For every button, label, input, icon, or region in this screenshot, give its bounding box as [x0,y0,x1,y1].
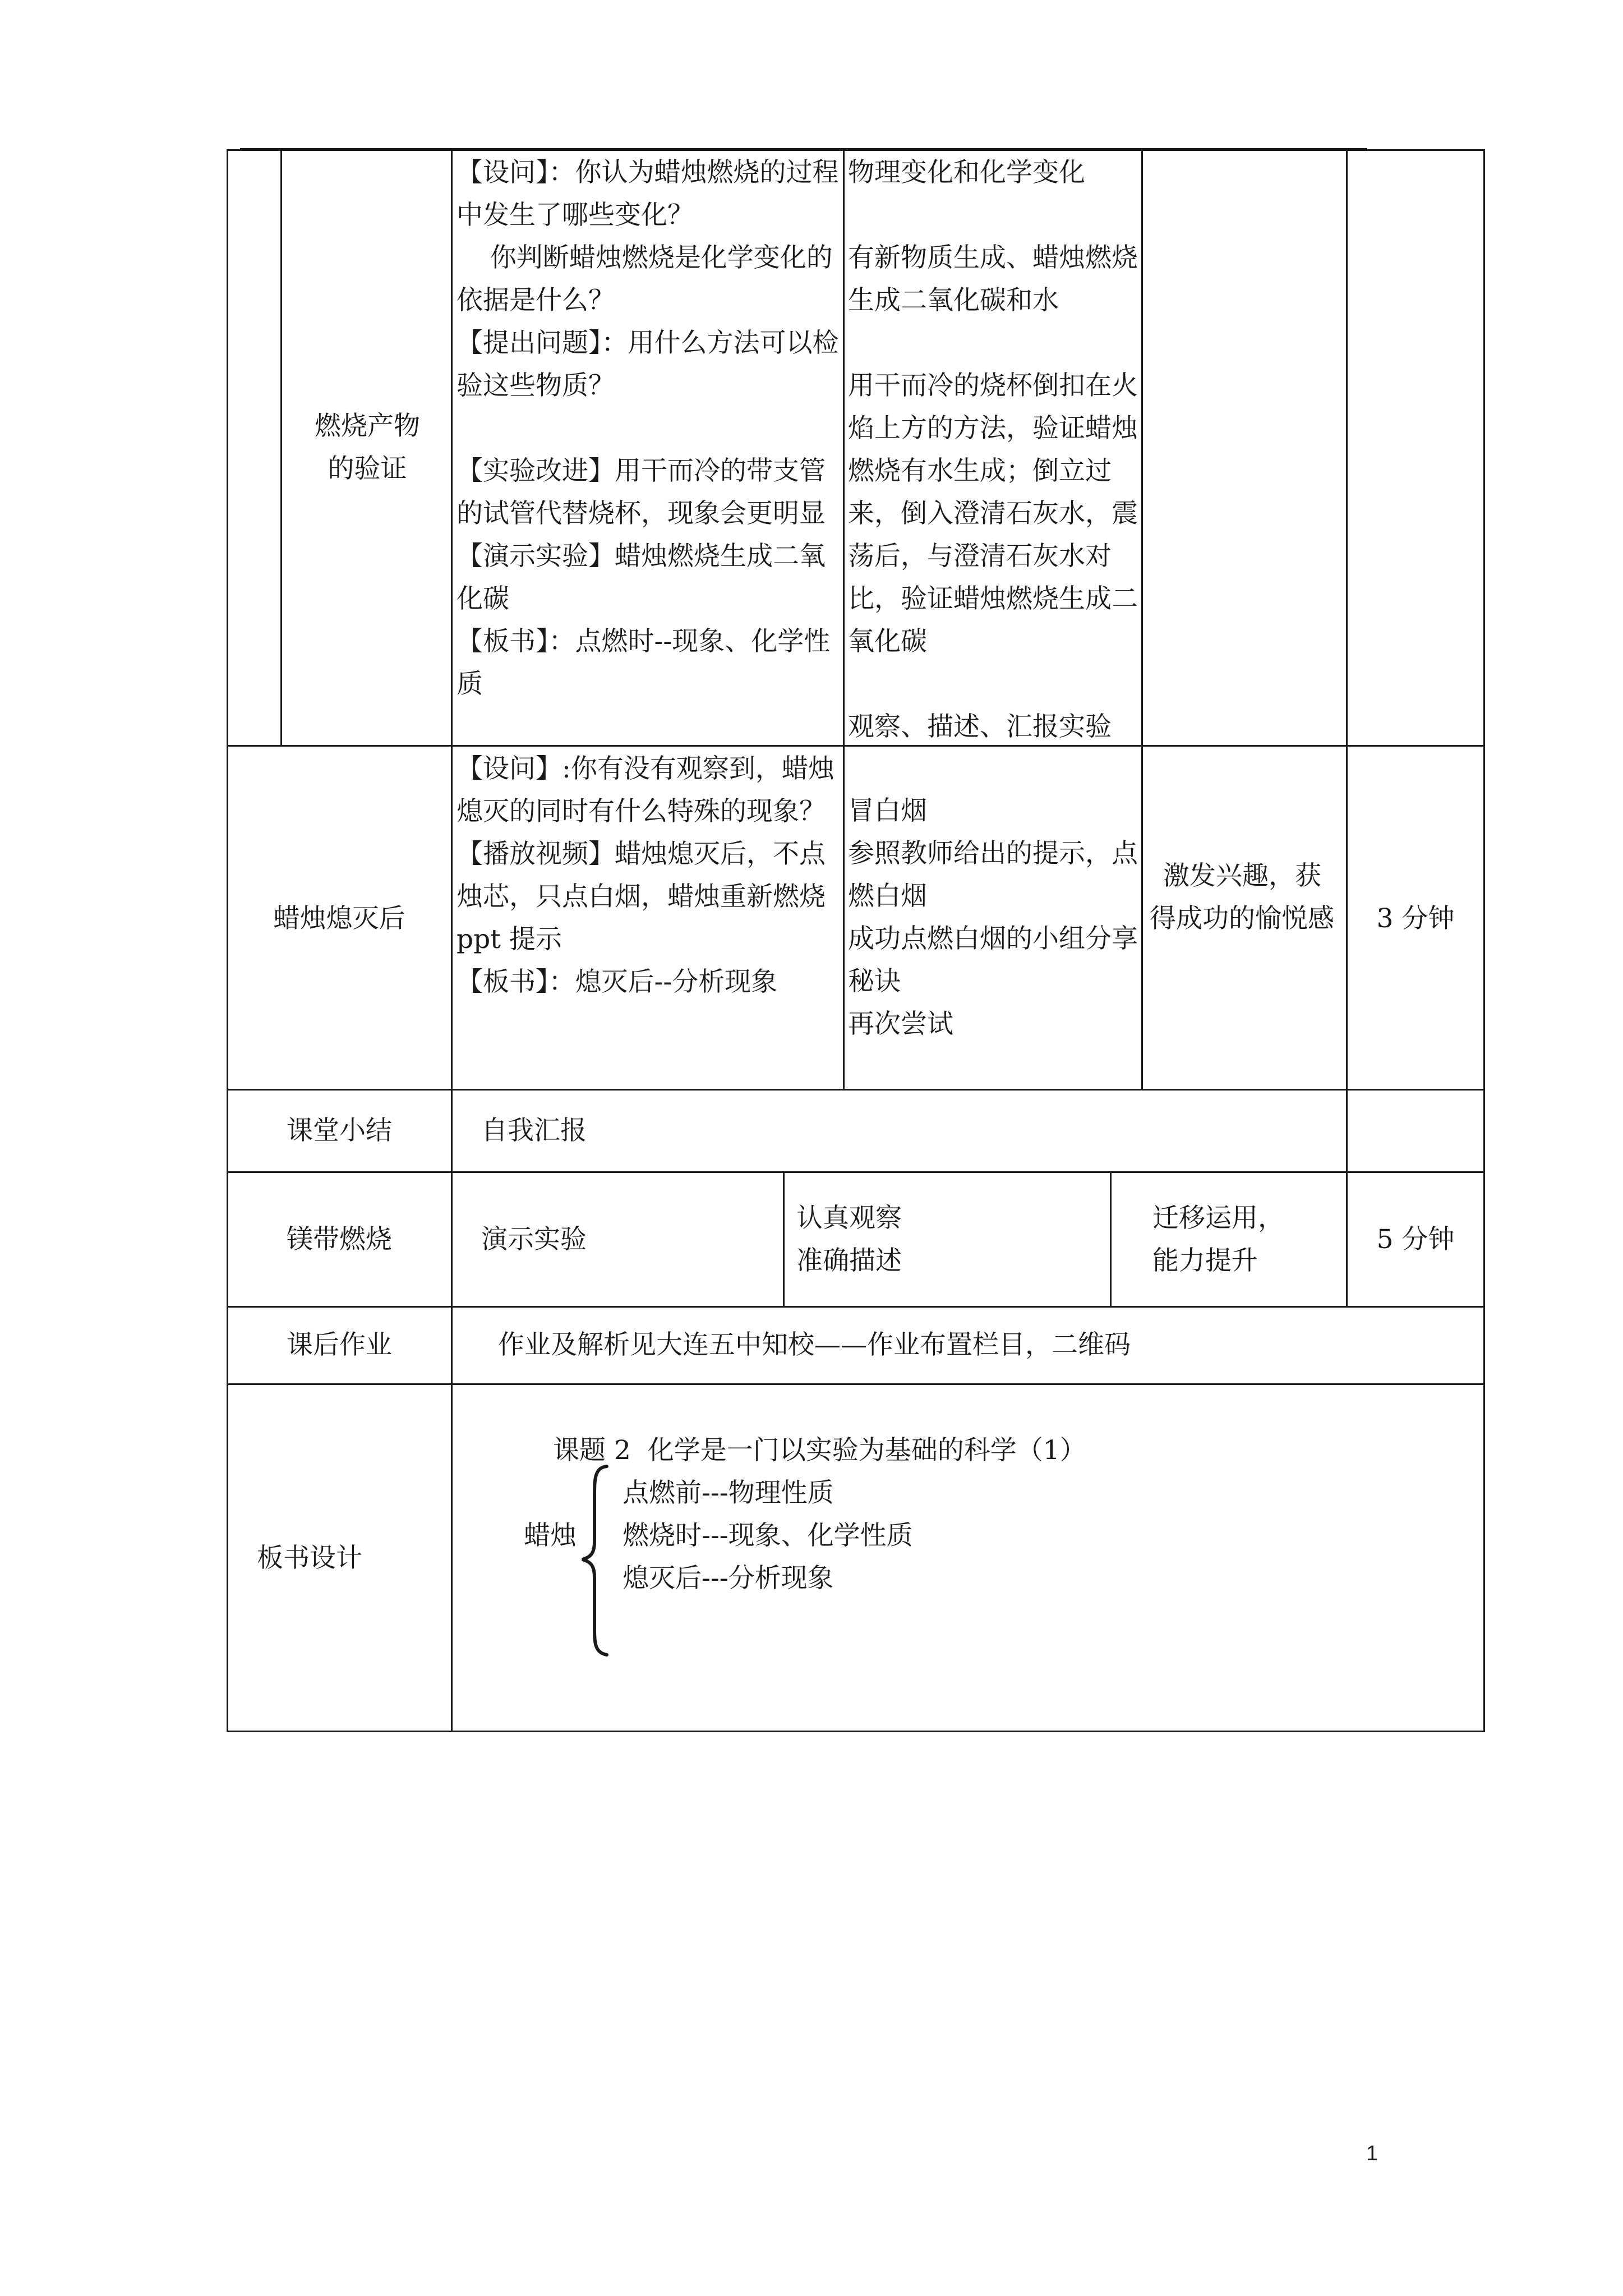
row-divider-3 [227,1171,1485,1173]
row4-time: 5 分钟 [1376,1224,1455,1255]
row2-student-activity: 冒白烟 参照教师给出的提示，点燃白烟 成功点燃白烟的小组分享秘诀 再次尝试 [848,795,1138,1039]
page-number: 1 [1366,2142,1378,2165]
col-divider-intent-r4 [1346,1171,1348,1307]
col-divider-student [1141,149,1143,1089]
row6-topic: 板书设计 [257,1543,362,1573]
row4-student-activity: 认真观察 准确描述 [796,1203,902,1276]
row-divider-4 [227,1306,1485,1308]
table-border-left [227,149,228,1732]
row3-content: 自我汇报 [481,1115,587,1146]
row1-teacher-activity: 【设问】：你认为蜡烛燃烧的过程中发生了哪些变化？ 你判断蜡烛燃烧是化学变化的依据是什么？ 【提出问题】：用什么方法可以检验这些物质？ 【实验改进】用干而冷的带支管的试管代替烧杯，现象会更明显 【演示实验】蜡烛燃烧生成二氧化碳 【板书】：点燃时--现象、化学性质 [457,157,839,700]
table-border-bottom [227,1731,1485,1732]
row1-topic: 燃烧产物 的验证 [315,411,420,484]
row3-topic: 课堂小结 [287,1115,392,1146]
col-divider-student-r4 [1110,1171,1112,1307]
row4-teacher-activity: 演示实验 [481,1224,587,1255]
row1-student-activity: 物理变化和化学变化 有新物质生成、蜡烛燃烧生成二氧化碳和水 用干而冷的烧杯倒扣在火焰上方的方法，验证蜡烛燃烧有水生成；倒立过来，倒入澄清石灰水，震荡后，与澄清石灰水对比，验证蜡烛燃烧生成二氧化碳 观察、描述、汇报实验 [848,157,1138,742]
blackboard-subject: 蜡烛 [524,1520,577,1551]
row-divider-5 [227,1383,1485,1385]
row2-time: 3 分钟 [1376,903,1455,934]
col-divider-topic [451,149,453,1732]
row2-topic: 蜡烛熄灭后 [273,903,405,934]
blackboard-item-1: 点燃前---物理性质 [623,1478,834,1508]
blackboard-item-2: 燃烧时---现象、化学性质 [623,1520,913,1551]
table-border-top [227,149,1485,151]
row5-topic: 课后作业 [287,1329,392,1360]
col-divider-teacher [843,149,845,1089]
row4-topic: 镁带燃烧 [287,1224,392,1255]
col-divider-teacher-r4 [783,1171,785,1307]
row5-content: 作业及解析见大连五中知校——作业布置栏目，二维码 [498,1329,1131,1360]
row4-design-intent: 迁移运用， 能力提升 [1152,1203,1284,1276]
row2-teacher-activity: 【设问】:你有没有观察到，蜡烛熄灭的同时有什么特殊的现象？ 【播放视频】蜡烛熄灭后，不点烛芯，只点白烟，蜡烛重新燃烧 ppt 提示 【板书】：熄灭后--分析现象 [457,753,834,997]
row-divider-2 [227,1089,1485,1091]
blackboard-item-3: 熄灭后---分析现象 [623,1563,834,1594]
col-divider-inner-left [280,149,282,746]
table-border-right [1483,149,1485,1732]
blackboard-title: 课题 2 化学是一门以实验为基础的科学（1） [553,1435,1086,1466]
row2-design-intent: 激发兴趣，获得成功的愉悦感 [1150,861,1334,934]
col-divider-intent [1346,149,1348,1172]
curly-brace-icon [578,1463,611,1658]
